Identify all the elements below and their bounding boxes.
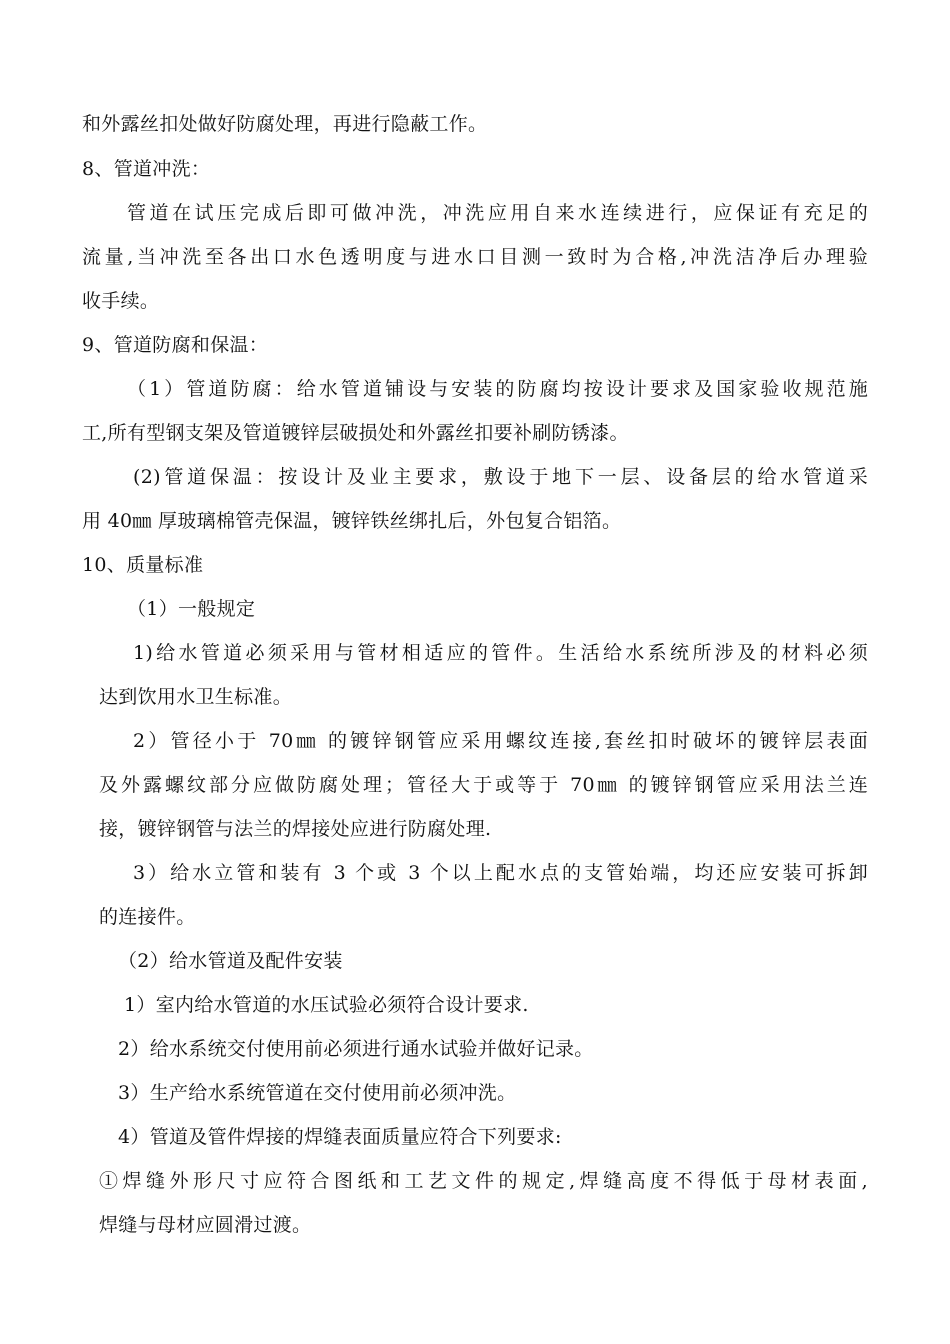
- text-line: 达到饮用水卫生标准。: [99, 686, 293, 708]
- subsection-heading: （2）给水管道及配件安装: [118, 950, 343, 972]
- text-line: 的连接件。: [99, 906, 196, 928]
- text-line: (2)管道保温：按设计及业主要求，敷设于地下一层、设备层的给水管道采: [133, 466, 868, 488]
- section-heading: 9、管道防腐和保温：: [82, 334, 269, 356]
- section-heading: 10、质量标准: [82, 554, 204, 576]
- text-line: 4）管道及管件焊接的焊缝表面质量应符合下列要求:: [118, 1126, 562, 1148]
- text-line: ①焊缝外形尺寸应符合图纸和工艺文件的规定,焊缝高度不得低于母材表面,: [99, 1170, 868, 1192]
- text-line: 工,所有型钢支架及管道镀锌层破损处和外露丝扣要补刷防锈漆。: [82, 422, 629, 444]
- text-line: 1)给水管道必须采用与管材相适应的管件。生活给水系统所涉及的材料必须: [133, 642, 868, 664]
- text-line: （1）管道防腐：给水管道铺设与安装的防腐均按设计要求及国家验收规范施: [127, 378, 868, 400]
- text-line: 管道在试压完成后即可做冲洗，冲洗应用自来水连续进行，应保证有充足的: [127, 202, 868, 224]
- text-line: 1）室内给水管道的水压试验必须符合设计要求.: [124, 994, 529, 1016]
- text-line: 3）给水立管和装有 3 个或 3 个以上配水点的支管始端，均还应安装可拆卸: [133, 862, 868, 884]
- text-line: 用 40㎜ 厚玻璃棉管壳保温，镀锌铁丝绑扎后，外包复合铝箔。: [82, 510, 622, 532]
- text-line: 焊缝与母材应圆滑过渡。: [99, 1214, 312, 1236]
- subsection-heading: （1）一般规定: [127, 598, 256, 620]
- text-line: 流量,当冲洗至各出口水色透明度与进水口目测一致时为合格,冲洗洁净后办理验: [82, 246, 868, 268]
- text-line: 2）给水系统交付使用前必须进行通水试验并做好记录。: [118, 1038, 594, 1060]
- text-line: 3）生产给水系统管道在交付使用前必须冲洗。: [118, 1082, 517, 1104]
- text-line: 收手续。: [82, 290, 160, 312]
- text-line: 及外露螺纹部分应做防腐处理；管径大于或等于 70㎜ 的镀锌钢管应采用法兰连: [99, 774, 868, 796]
- text-line: 和外露丝扣处做好防腐处理，再进行隐蔽工作。: [82, 113, 488, 135]
- text-line: 接，镀锌钢管与法兰的焊接处应进行防腐处理.: [99, 818, 492, 840]
- text-line: 2）管径小于 70㎜ 的镀锌钢管应采用螺纹连接,套丝扣时破坏的镀锌层表面: [133, 730, 868, 752]
- section-heading: 8、管道冲洗：: [82, 158, 211, 180]
